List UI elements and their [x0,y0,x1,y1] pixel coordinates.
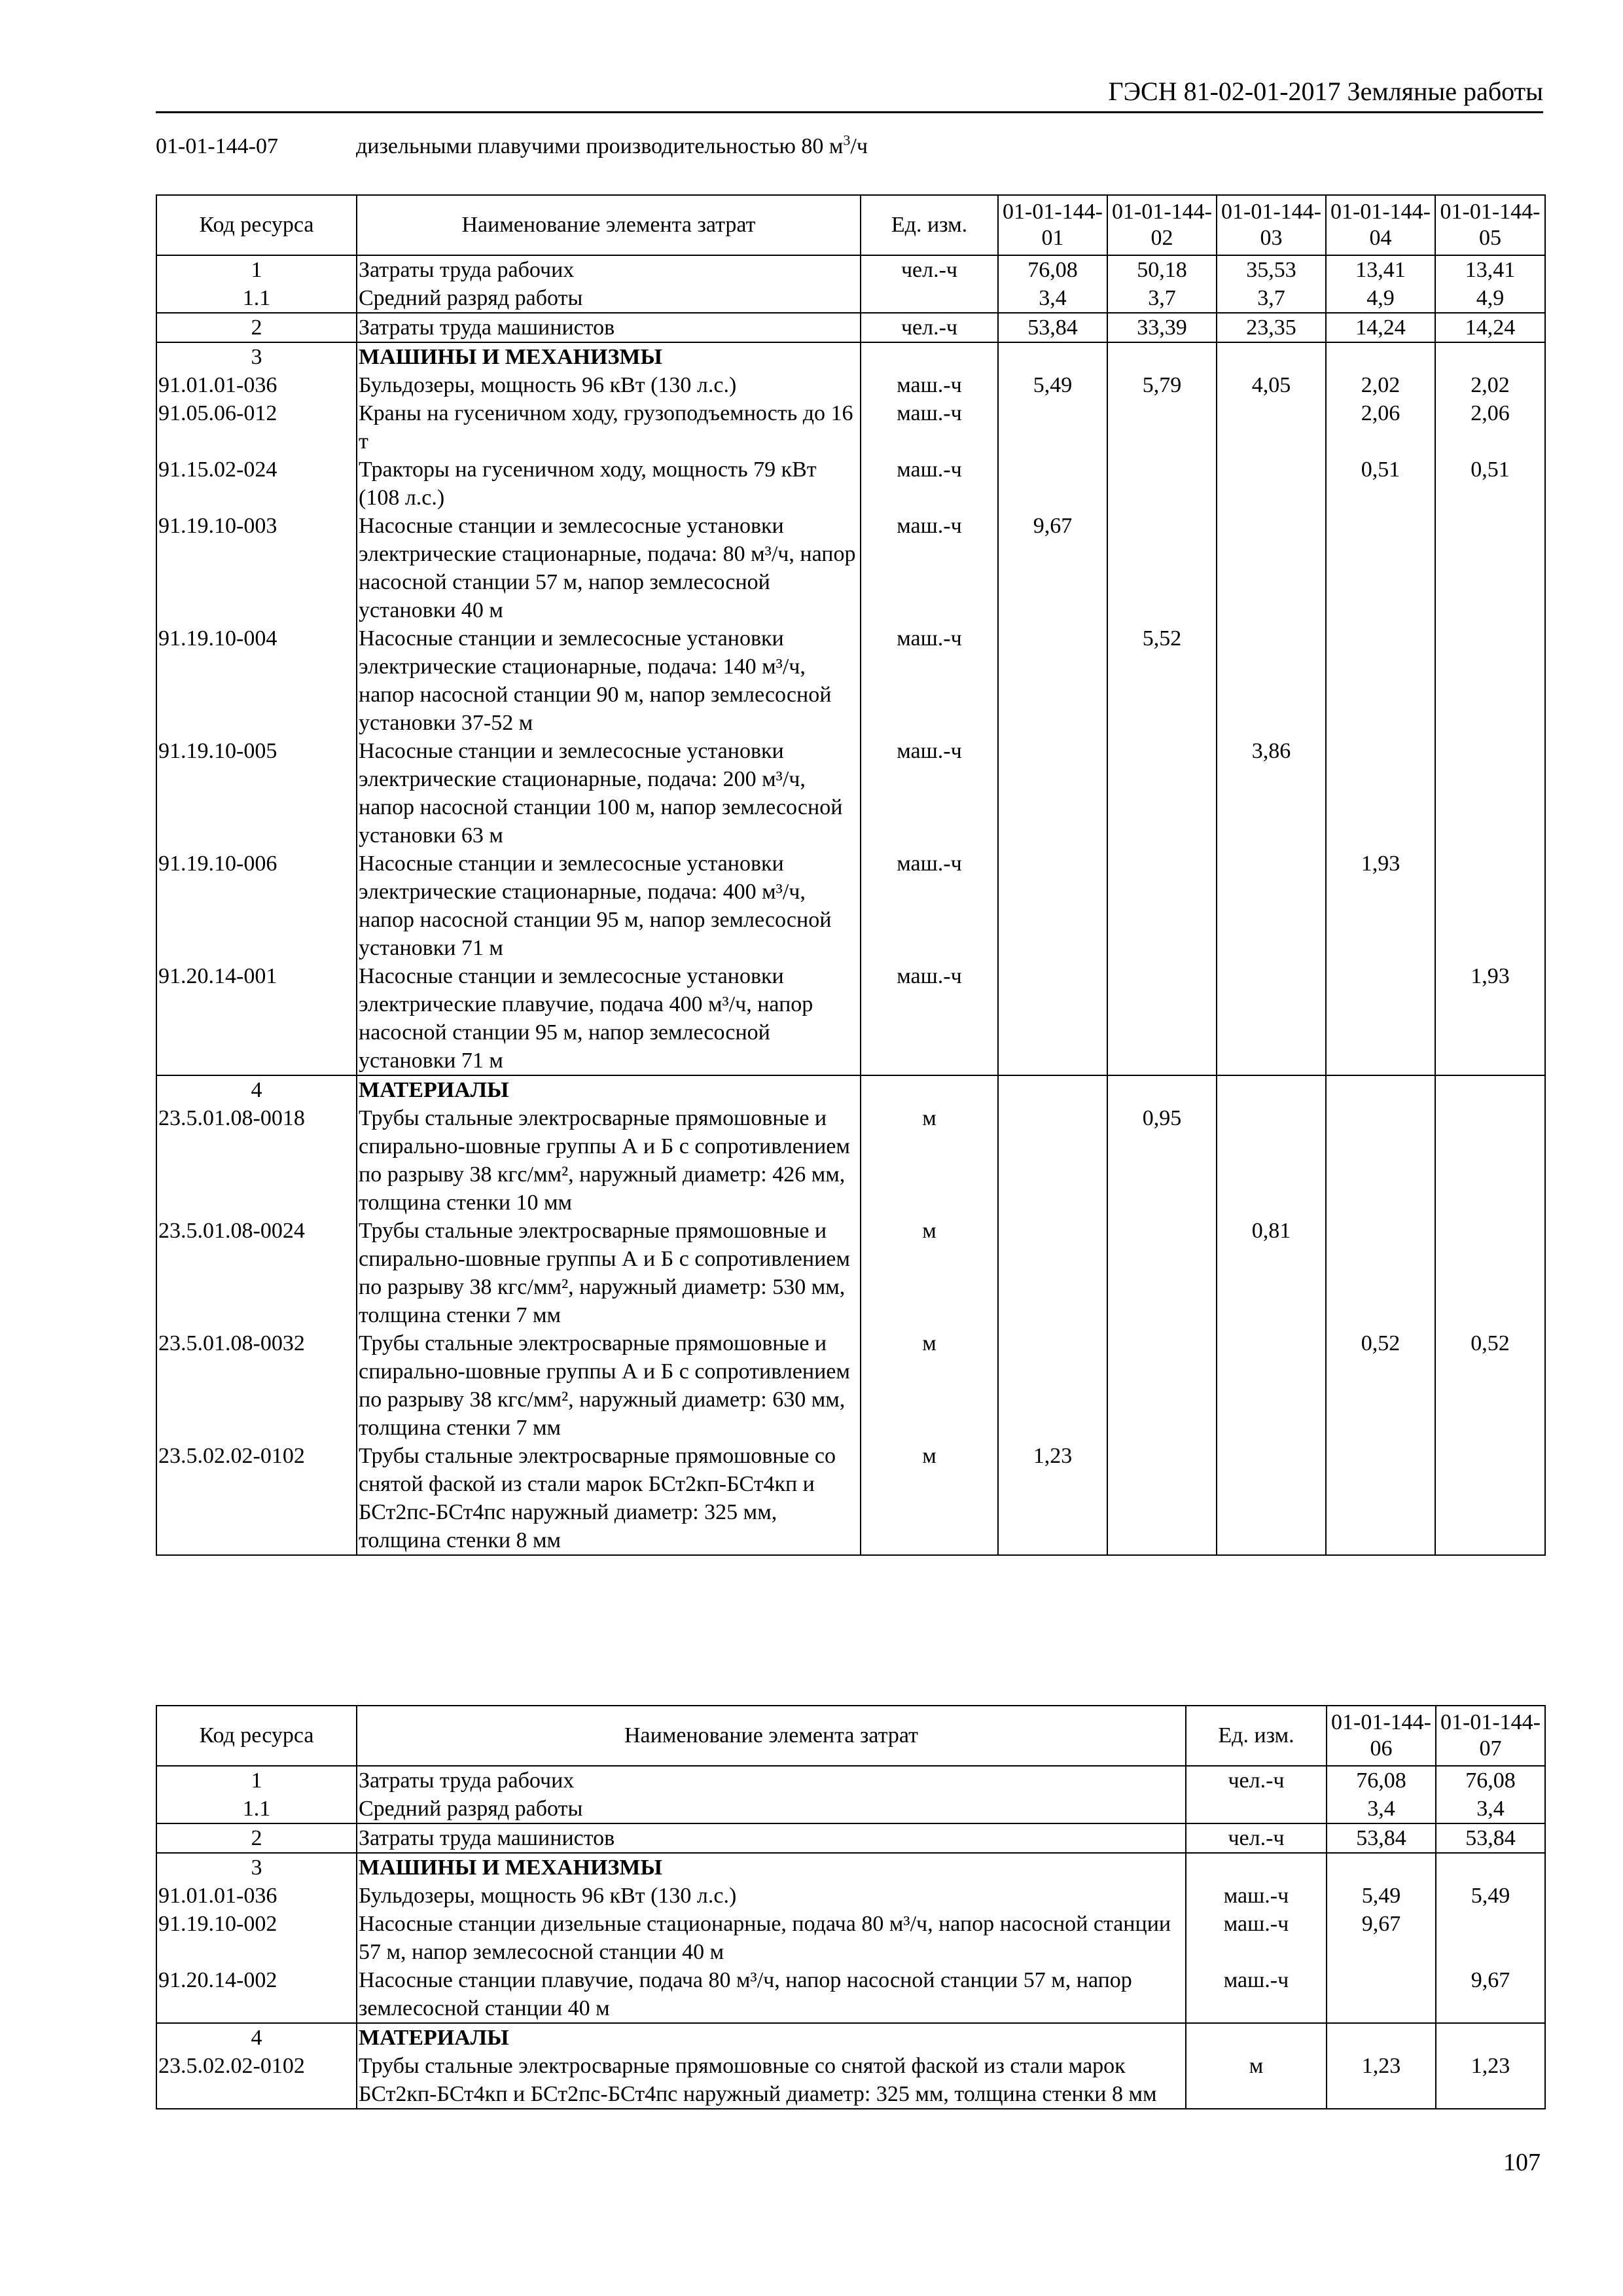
value-cell: 33,39 [1107,313,1217,342]
value-cell [1435,1075,1545,1104]
resource-name: Насосные станции и землесосные установки электрические стационарные, подача: 80 м³/ч, напор насосной станции 57 м, напор землесосной установки 40 м [357,512,861,624]
resource-name: Трубы стальные электросварные прямошовные и спирально-шовные группы А и Б с сопротивлением по разрыву 38 кгс/мм², наружный диаметр: 530 мм, толщина стенки 7 мм [357,1217,861,1329]
value-cell: 2,06 [1326,399,1435,456]
header-unit: Ед. изм. [1186,1706,1327,1766]
resource-code: 23.5.02.02-0102 [156,1442,357,1555]
value-cell [1217,399,1326,456]
value-cell [998,962,1107,1075]
resource-name: Затраты труда рабочих [357,255,861,284]
resource-name: Бульдозеры, мощность 96 кВт (130 л.с.) [357,371,861,399]
resource-code: 3 [156,1853,357,1882]
value-cell: 0,52 [1326,1329,1435,1442]
resource-code: 91.20.14-002 [156,1966,357,2023]
unit: маш.-ч [861,371,998,399]
resource-name: Насосные станции плавучие, подача 80 м³/ч, напор насосной станции 57 м, напор землесосной станции 40 м [357,1966,1186,2023]
value-cell [1327,1853,1436,1882]
table-row [156,1823,1545,1853]
value-cell [1326,624,1435,737]
resource-table-2 [156,1705,1546,2109]
value-cell: 3,86 [1217,737,1326,850]
value-cell: 5,49 [1327,1882,1436,1910]
value-cell [1107,962,1217,1075]
unit: чел.-ч [1186,1766,1327,1795]
value-cell: 23,35 [1217,313,1326,342]
value-cell: 53,84 [1436,1823,1545,1853]
value-cell [1435,850,1545,962]
value-cell [1326,1442,1435,1555]
value-cell [1435,1217,1545,1329]
resource-code: 23.5.01.08-0018 [156,1104,357,1217]
table-row [156,255,1545,284]
unit: маш.-ч [861,456,998,512]
unit: чел.-ч [861,255,998,284]
table-row [156,284,1545,313]
norm-code: 01-01-144-07 [156,134,278,158]
resource-name: Трубы стальные электросварные прямошовные и спирально-шовные группы А и Б с сопротивлением по разрыву 38 кгс/мм², наружный диаметр: 630 мм, толщина стенки 7 мм [357,1329,861,1442]
table-header-row [156,1706,1545,1766]
value-cell: 9,67 [998,512,1107,624]
header-col: 01-01-144-07 [1436,1706,1545,1766]
header-col: 01-01-144-03 [1217,195,1326,255]
value-cell [1107,1442,1217,1555]
unit: маш.-ч [861,512,998,624]
resource-name: Бульдозеры, мощность 96 кВт (130 л.с.) [357,1882,1186,1910]
table-row [156,342,1545,371]
value-cell [1217,1442,1326,1555]
resource-code: 91.15.02-024 [156,456,357,512]
value-cell [1107,850,1217,962]
unit: маш.-ч [1186,1882,1327,1910]
table-row [156,1104,1545,1217]
unit: м [861,1217,998,1329]
resource-code: 2 [156,1823,357,1853]
value-cell: 3,7 [1107,284,1217,313]
value-cell: 76,08 [998,255,1107,284]
resource-code: 1.1 [156,284,357,313]
resource-name: Затраты труда машинистов [357,313,861,342]
value-cell [1217,342,1326,371]
table-row [156,962,1545,1075]
resource-code: 91.05.06-012 [156,399,357,456]
unit [861,1075,998,1104]
value-cell: 53,84 [998,313,1107,342]
value-cell: 35,53 [1217,255,1326,284]
value-cell: 13,41 [1435,255,1545,284]
norm-subheading [156,134,868,159]
value-cell: 5,49 [1436,1882,1545,1910]
value-cell [998,1217,1107,1329]
value-cell [998,850,1107,962]
resource-name: Насосные станции и землесосные установки электрические стационарные, подача: 400 м³/ч, напор насосной станции 95 м, напор землесосной установки 71 м [357,850,861,962]
resource-name: Трубы стальные электросварные прямошовные и спирально-шовные группы А и Б с сопротивлением по разрыву 38 кгс/мм², наружный диаметр: 426 мм, толщина стенки 10 мм [357,1104,861,1217]
value-cell [1217,456,1326,512]
resource-code: 23.5.02.02-0102 [156,2052,357,2109]
table-row [156,1075,1545,1104]
header-unit: Ед. изм. [861,195,998,255]
table-row [156,1442,1545,1555]
value-cell [1326,1104,1435,1217]
page-number: 107 [1503,2149,1541,2176]
table-row [156,2023,1545,2052]
resource-name: Насосные станции и землесосные установки электрические стационарные, подача: 140 м³/ч, напор насосной станции 90 м, напор землесосной установки 37-52 м [357,624,861,737]
value-cell [1107,399,1217,456]
value-cell [1217,850,1326,962]
resource-name: Средний разряд работы [357,1795,1186,1823]
resource-table-1 [156,194,1546,1556]
value-cell [1326,962,1435,1075]
value-cell [1107,456,1217,512]
value-cell: 1,23 [1327,2052,1436,2109]
value-cell: 2,06 [1435,399,1545,456]
unit [1186,1795,1327,1823]
value-cell [1327,1966,1436,2023]
resource-name: Тракторы на гусеничном ходу, мощность 79 кВт (108 л.с.) [357,456,861,512]
value-cell: 9,67 [1436,1966,1545,2023]
value-cell [1107,1075,1217,1104]
header-code: Код ресурса [156,195,357,255]
resource-code: 1 [156,255,357,284]
resource-code: 1.1 [156,1795,357,1823]
value-cell [998,624,1107,737]
value-cell [998,1075,1107,1104]
value-cell [1436,1853,1545,1882]
value-cell: 4,05 [1217,371,1326,399]
value-cell [1435,737,1545,850]
value-cell: 14,24 [1326,313,1435,342]
unit [861,284,998,313]
section-title: МАШИНЫ И МЕХАНИЗМЫ [357,342,861,371]
table-row [156,1853,1545,1882]
section-title: МАТЕРИАЛЫ [357,1075,861,1104]
document-title: ГЭСН 81-02-01-2017 Земляные работы [1108,77,1543,106]
header-col: 01-01-144-05 [1435,195,1545,255]
value-cell [1217,624,1326,737]
table-row [156,624,1545,737]
value-cell: 76,08 [1436,1766,1545,1795]
header-col: 01-01-144-01 [998,195,1107,255]
unit: маш.-ч [861,624,998,737]
value-cell [1326,342,1435,371]
unit: чел.-ч [1186,1823,1327,1853]
resource-name: Краны на гусеничном ходу, грузоподъемность до 16 т [357,399,861,456]
value-cell [1107,737,1217,850]
resource-code: 23.5.01.08-0032 [156,1329,357,1442]
resource-code: 3 [156,342,357,371]
unit: маш.-ч [1186,1910,1327,1966]
resource-code: 1 [156,1766,357,1795]
unit [1186,2023,1327,2052]
value-cell: 0,95 [1107,1104,1217,1217]
value-cell [998,456,1107,512]
table-header-row [156,195,1545,255]
value-cell [1435,1442,1545,1555]
value-cell: 1,23 [998,1442,1107,1555]
header-col: 01-01-144-04 [1326,195,1435,255]
value-cell: 3,4 [1327,1795,1436,1823]
value-cell [1326,737,1435,850]
value-cell: 4,9 [1326,284,1435,313]
value-cell [1435,512,1545,624]
resource-code: 91.01.01-036 [156,1882,357,1910]
value-cell [998,737,1107,850]
resource-code: 91.20.14-001 [156,962,357,1075]
value-cell: 53,84 [1327,1823,1436,1853]
value-cell [1107,1217,1217,1329]
value-cell [1326,1075,1435,1104]
table-row [156,1966,1545,2023]
header-col: 01-01-144-02 [1107,195,1217,255]
value-cell [1326,512,1435,624]
value-cell [998,342,1107,371]
value-cell: 0,81 [1217,1217,1326,1329]
resource-code: 2 [156,313,357,342]
value-cell: 2,02 [1435,371,1545,399]
unit: м [861,1442,998,1555]
table-row [156,1795,1545,1823]
value-cell [1217,1075,1326,1104]
value-cell: 0,51 [1435,456,1545,512]
value-cell: 5,52 [1107,624,1217,737]
value-cell: 3,4 [998,284,1107,313]
table-row [156,850,1545,962]
resource-code: 91.19.10-006 [156,850,357,962]
table-row [156,512,1545,624]
table-row [156,1766,1545,1795]
unit: м [861,1329,998,1442]
resource-code: 91.19.10-004 [156,624,357,737]
value-cell: 50,18 [1107,255,1217,284]
resource-name: Средний разряд работы [357,284,861,313]
resource-name: Насосные станции дизельные стационарные, подача 80 м³/ч, напор насосной станции 57 м, напор землесосной станции 40 м [357,1910,1186,1966]
value-cell [1107,342,1217,371]
resource-name: Затраты труда машинистов [357,1823,1186,1853]
table-row [156,1910,1545,1966]
value-cell [1217,962,1326,1075]
value-cell: 76,08 [1327,1766,1436,1795]
table-row [156,313,1545,342]
value-cell [1107,1329,1217,1442]
resource-code: 23.5.01.08-0024 [156,1217,357,1329]
value-cell: 1,93 [1326,850,1435,962]
resource-name: Насосные станции и землесосные установки электрические плавучие, подача 400 м³/ч, напор насосной станции 95 м, напор землесосной установки 71 м [357,962,861,1075]
value-cell [1435,342,1545,371]
value-cell [998,1104,1107,1217]
value-cell [998,1329,1107,1442]
resource-code: 91.19.10-005 [156,737,357,850]
value-cell: 4,9 [1435,284,1545,313]
header-name: Наименование элемента затрат [357,195,861,255]
resource-name: Трубы стальные электросварные прямошовные со снятой фаской из стали марок БСт2кп-БСт4кп и БСт2пс-БСт4пс наружный диаметр: 325 мм, толщина стенки 8 мм [357,1442,861,1555]
table-row [156,1217,1545,1329]
unit [1186,1853,1327,1882]
value-cell: 1,23 [1436,2052,1545,2109]
resource-name: Насосные станции и землесосные установки электрические стационарные, подача: 200 м³/ч, напор насосной станции 100 м, напор землесосной установки 63 м [357,737,861,850]
resource-name: Затраты труда рабочих [357,1766,1186,1795]
value-cell [1217,512,1326,624]
resource-code: 4 [156,2023,357,2052]
resource-code: 91.19.10-002 [156,1910,357,1966]
value-cell: 2,02 [1326,371,1435,399]
table-row [156,399,1545,456]
value-cell: 3,4 [1436,1795,1545,1823]
value-cell: 9,67 [1327,1910,1436,1966]
unit: м [1186,2052,1327,2109]
table-row [156,1329,1545,1442]
resource-code: 91.19.10-003 [156,512,357,624]
value-cell: 14,24 [1435,313,1545,342]
unit: маш.-ч [861,737,998,850]
value-cell [1107,512,1217,624]
unit: маш.-ч [861,962,998,1075]
value-cell: 0,52 [1435,1329,1545,1442]
table-row [156,2052,1545,2109]
table-row [156,1882,1545,1910]
value-cell: 1,93 [1435,962,1545,1075]
header-code: Код ресурса [156,1706,357,1766]
value-cell: 3,7 [1217,284,1326,313]
value-cell [1436,1910,1545,1966]
table-row [156,737,1545,850]
page-header [156,73,1543,113]
unit: маш.-ч [861,399,998,456]
norm-description: дизельными плавучими производительностью 80 $м^3/ч$ [356,132,868,158]
header-col: 01-01-144-06 [1327,1706,1436,1766]
section-title: МАТЕРИАЛЫ [357,2023,1186,2052]
resource-code: 91.01.01-036 [156,371,357,399]
value-cell: 5,79 [1107,371,1217,399]
unit: м [861,1104,998,1217]
value-cell [1326,1217,1435,1329]
value-cell [1327,2023,1436,2052]
table-row [156,371,1545,399]
value-cell [1435,1104,1545,1217]
value-cell [998,399,1107,456]
unit: маш.-ч [861,850,998,962]
value-cell [1435,624,1545,737]
unit: чел.-ч [861,313,998,342]
section-title: МАШИНЫ И МЕХАНИЗМЫ [357,1853,1186,1882]
resource-code: 4 [156,1075,357,1104]
table-row [156,456,1545,512]
value-cell [1217,1329,1326,1442]
unit: маш.-ч [1186,1966,1327,2023]
value-cell: 13,41 [1326,255,1435,284]
value-cell [1217,1104,1326,1217]
value-cell: 5,49 [998,371,1107,399]
header-name: Наименование элемента затрат [357,1706,1186,1766]
value-cell [1436,2023,1545,2052]
value-cell: 0,51 [1326,456,1435,512]
resource-name: Трубы стальные электросварные прямошовные со снятой фаской из стали марок БСт2кп-БСт4кп и БСт2пс-БСт4пс наружный диаметр: 325 мм, толщина стенки 8 мм [357,2052,1186,2109]
unit [861,342,998,371]
